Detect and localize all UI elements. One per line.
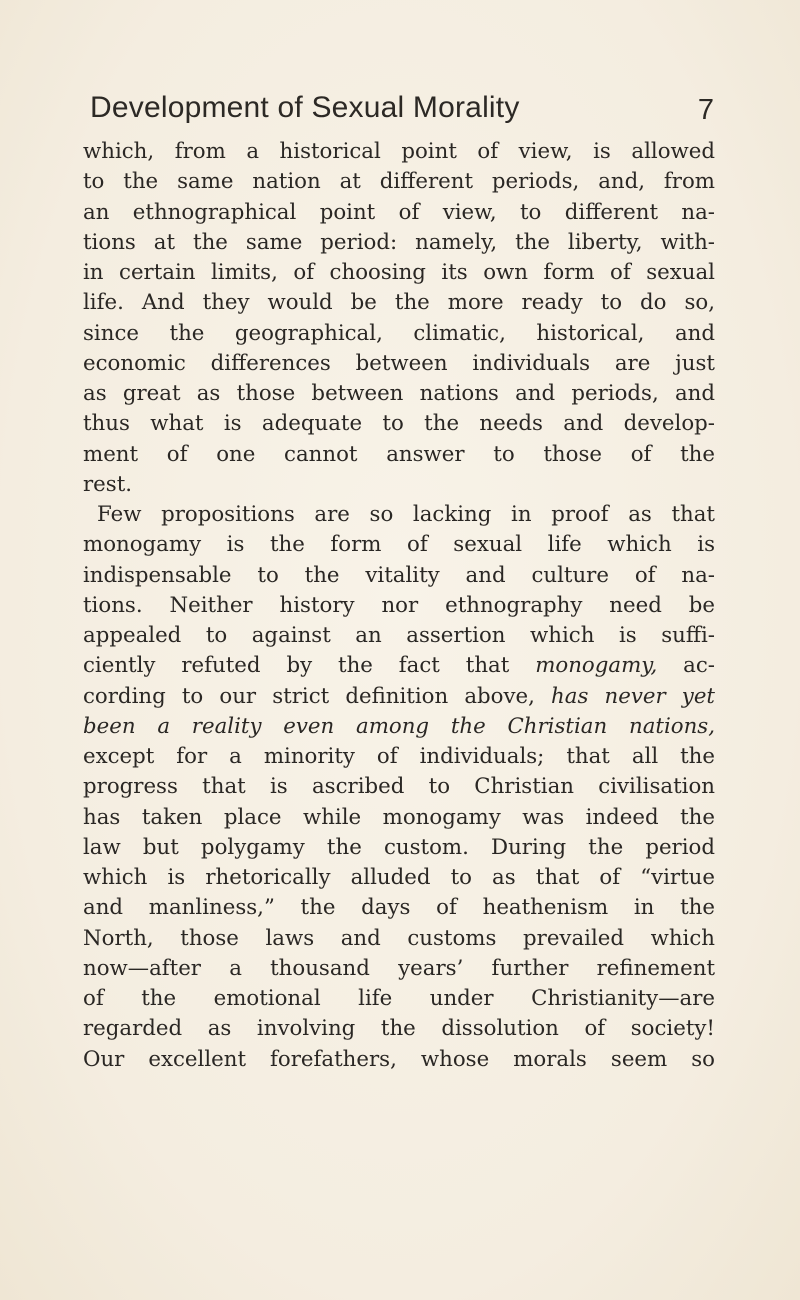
text-line: tions. Neither history nor ethnography need be xyxy=(83,592,715,618)
body-text xyxy=(83,137,715,1075)
text-line: rest. xyxy=(83,471,133,497)
line-text: cording to our strict definition above, xyxy=(83,683,552,709)
text-line: which, from a historical point of view, is allowed xyxy=(83,139,715,164)
line-text: ac- xyxy=(657,653,715,679)
line-text: ciently refuted by the fact that xyxy=(83,653,536,679)
text-line: life. And they would be the more ready to do so, xyxy=(83,290,715,316)
text-line: except for a minority of individuals; that all the xyxy=(83,744,715,769)
text-line: indispensable to the vitality and culture of na- xyxy=(83,562,715,588)
text-line: economic differences between individuals are just xyxy=(83,350,715,376)
text-line-with-italic xyxy=(83,682,715,712)
text-line-with-italic xyxy=(83,712,715,742)
text-line: of the emotional life under Christianity—are xyxy=(83,986,715,1011)
text-line: has taken place while monogamy was indeed the xyxy=(83,804,715,830)
italic-text: monogamy, xyxy=(535,653,658,679)
text-line: now—after a thousand years’ further refinement xyxy=(83,955,715,981)
page-number: 7 xyxy=(697,94,714,126)
text-line: ment of one cannot answer to those of the xyxy=(83,441,715,467)
text-line: North, those laws and customs prevailed which xyxy=(83,925,715,951)
text-line: an ethnographical point of view, to different na- xyxy=(83,199,715,225)
text-line: tions at the same period: namely, the liberty, with- xyxy=(83,229,715,255)
italic-text: has never yet xyxy=(551,683,715,709)
text-line: Our excellent forefathers, whose morals seem so xyxy=(83,1046,715,1072)
text-line: which is rhetorically alluded to as that of “virtue xyxy=(83,865,715,890)
text-line: as great as those between nations and periods, and xyxy=(83,381,715,406)
text-line: appealed to against an assertion which is suffi- xyxy=(83,623,715,648)
text-line: since the geographical, climatic, historical, and xyxy=(83,320,715,346)
text-line: law but polygamy the custom. During the period xyxy=(83,834,715,860)
paragraph-start-line: Few propositions are so lacking in proof as that xyxy=(97,502,715,527)
text-line: and manliness,” the days of heathenism in the xyxy=(83,895,715,921)
text-line: progress that is ascribed to Christian civilisation xyxy=(83,774,715,800)
text-line-with-italic xyxy=(83,651,715,681)
text-line: in certain limits, of choosing its own form of sexual xyxy=(83,260,715,285)
text-line: monogamy is the form of sexual life which is xyxy=(83,532,715,558)
text-line: regarded as involving the dissolution of society! xyxy=(83,1016,715,1042)
italic-text: been a reality even among the Christian nations, xyxy=(83,713,715,739)
text-line: thus what is adequate to the needs and develop- xyxy=(83,411,715,437)
running-head xyxy=(90,86,718,130)
running-title: Development of Sexual Morality xyxy=(90,91,520,124)
text-line: to the same nation at different periods, and, from xyxy=(83,169,715,195)
